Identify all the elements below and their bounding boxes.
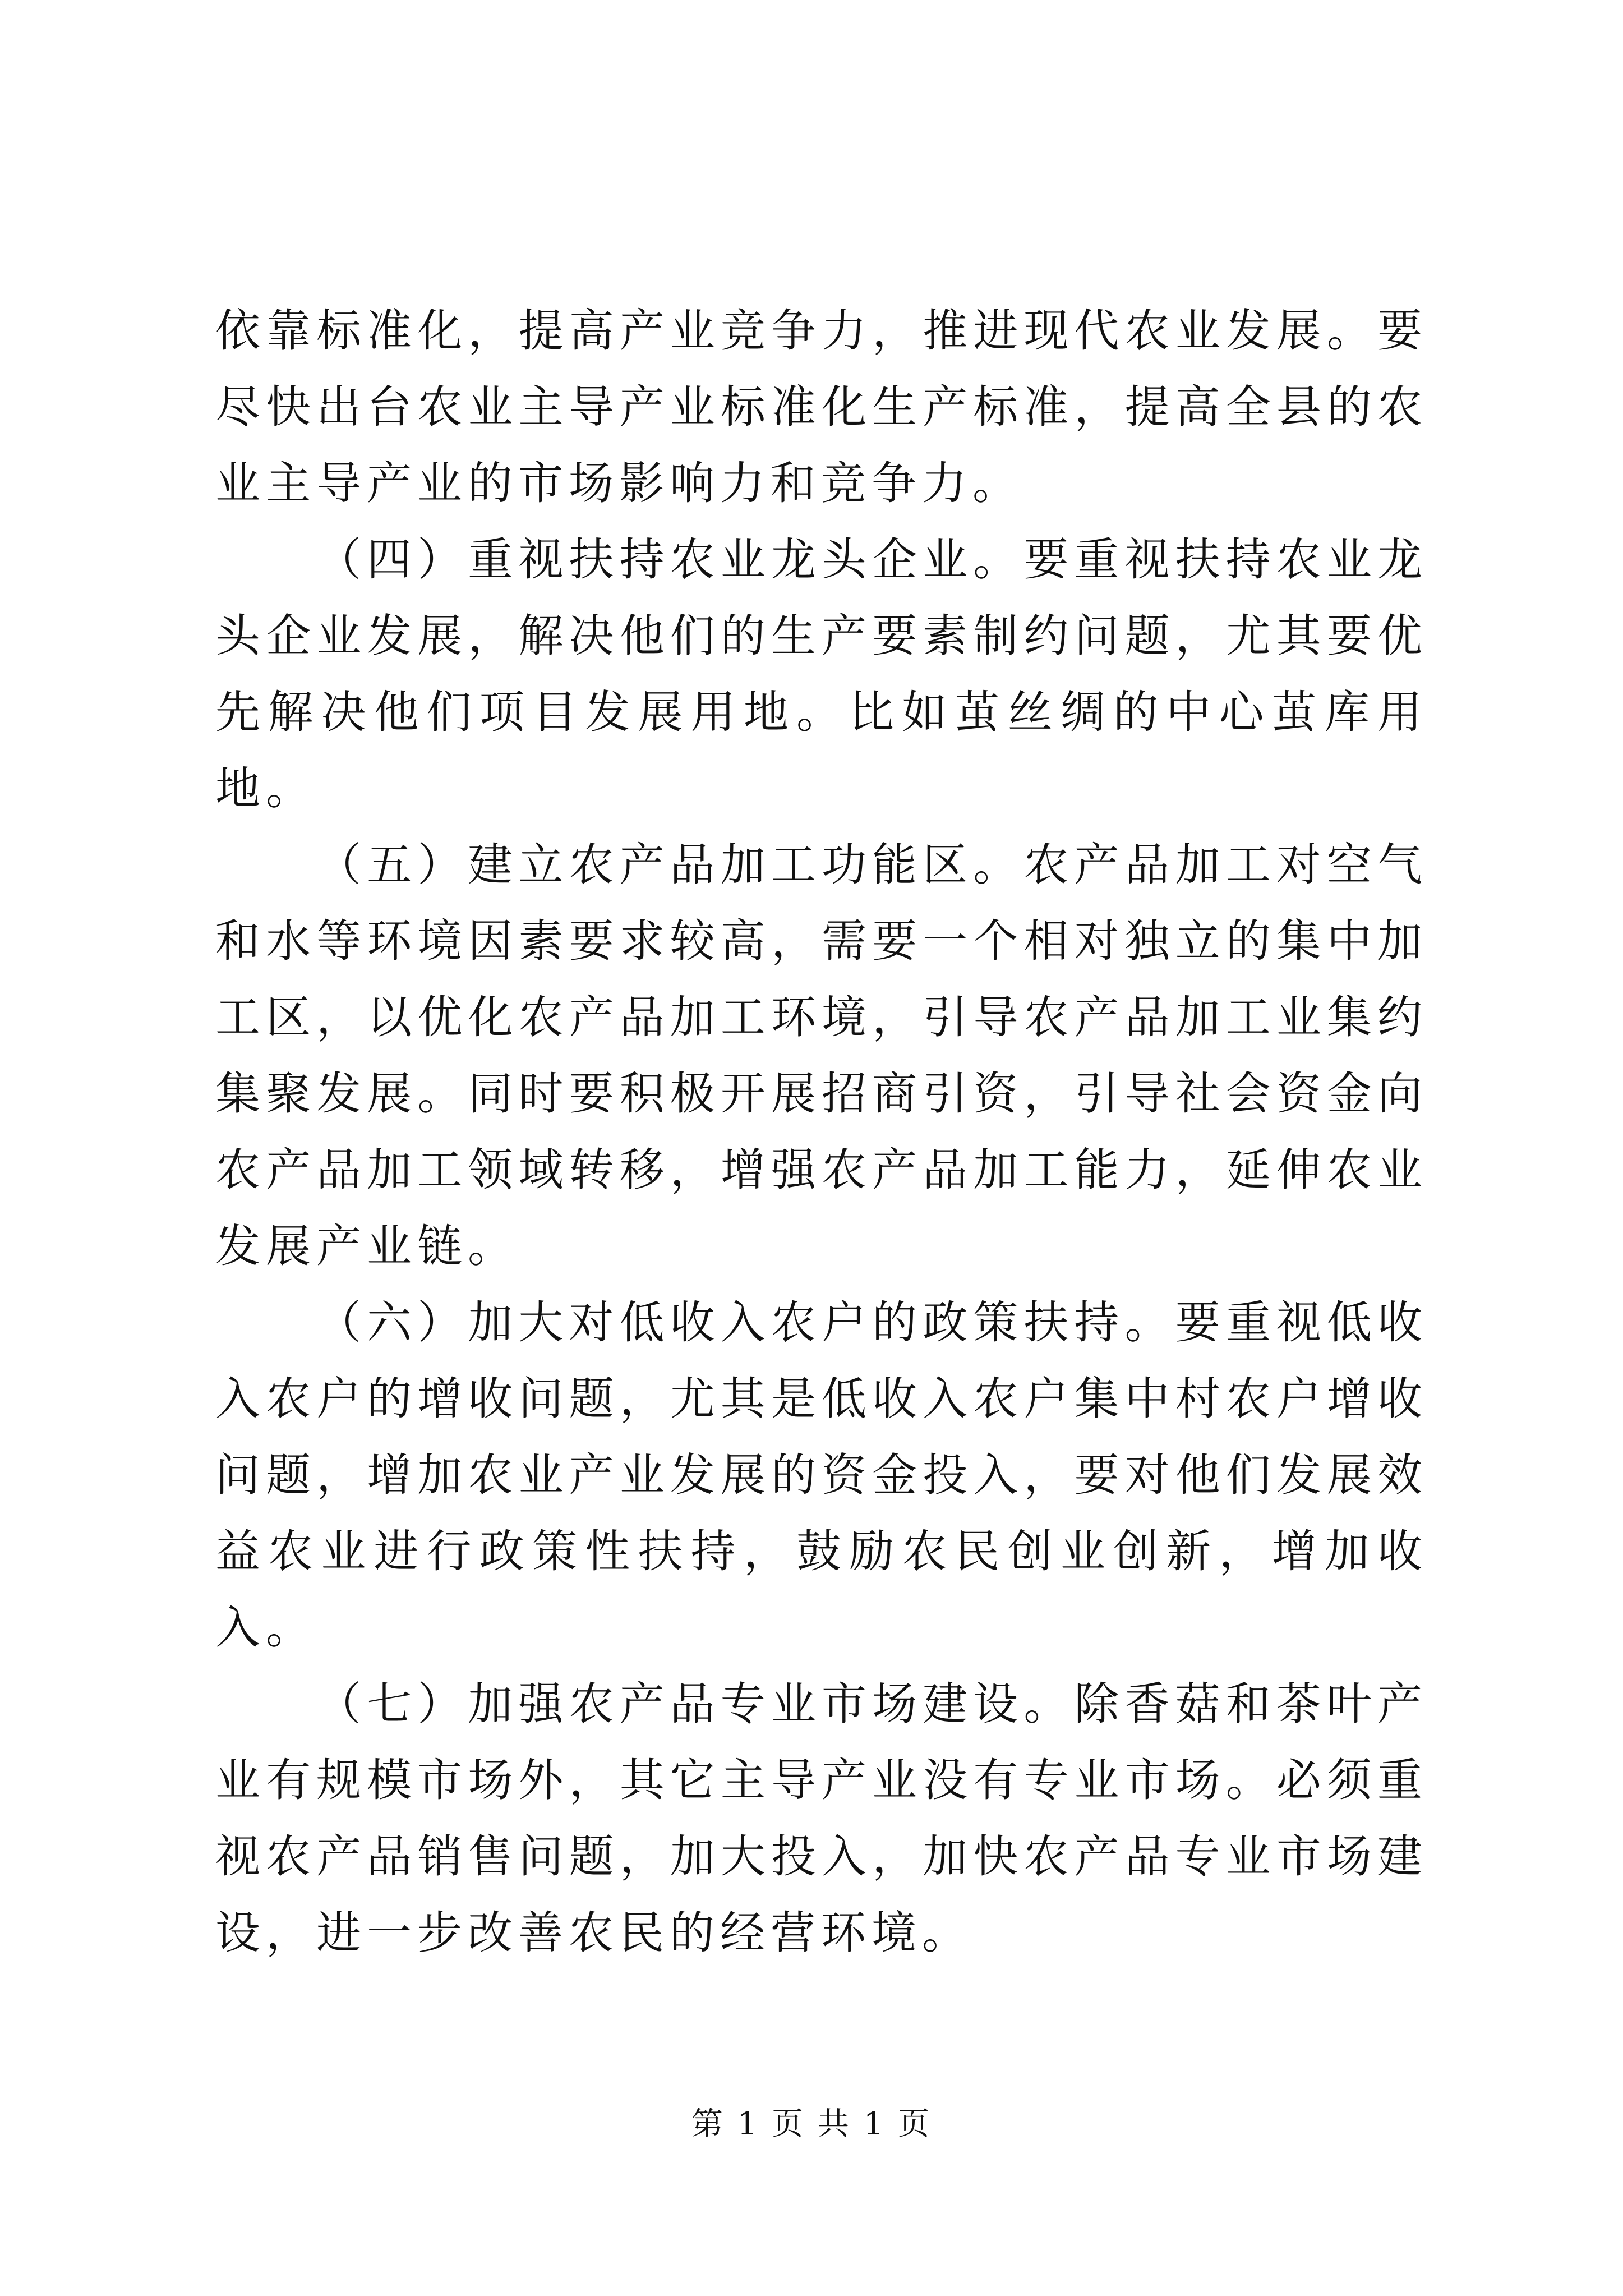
paragraph-section-4: （四）重视扶持农业龙头企业。要重视扶持农业龙头企业发展，解决他们的生产要素制约问题，尤其要优先解决他们项目发展用地。比如茧丝绸的中心茧库用地。: [215, 533, 1428, 815]
paragraph-section-7: （七）加强农产品专业市场建设。除香菇和茶叶产业有规模市场外，其它主导产业没有专业市场。必须重视农产品销售问题，加大投入，加快农产品专业市场建设，进一步改善农民的经营环境。: [215, 1678, 1428, 1959]
document-body: [215, 293, 1428, 1971]
paragraph-section-5: （五）建立农产品加工功能区。农产品加工对空气和水等环境因素要求较高，需要一个相对独立的集中加工区，以优化农产品加工环境，引导农产品加工业集约集聚发展。同时要积极开展招商引资，引导社会资金向农产品加工领域转移，增强农产品加工能力，延伸农业发展产业链。: [215, 839, 1428, 1272]
paragraph-section-6: （六）加大对低收入农户的政策扶持。要重视低收入农户的增收问题，尤其是低收入农户集中村农户增收问题，增加农业产业发展的资金投入，要对他们发展效益农业进行政策性扶持，鼓励农民创业创新，增加收入。: [215, 1296, 1428, 1654]
paragraph-continuation: 依靠标准化，提高产业竞争力，推进现代农业发展。要尽快出台农业主导产业标准化生产标准，提高全县的农业主导产业的市场影响力和竞争力。: [215, 305, 1428, 509]
page-number-footer: 第 1 页 共 1 页: [691, 2106, 932, 2142]
